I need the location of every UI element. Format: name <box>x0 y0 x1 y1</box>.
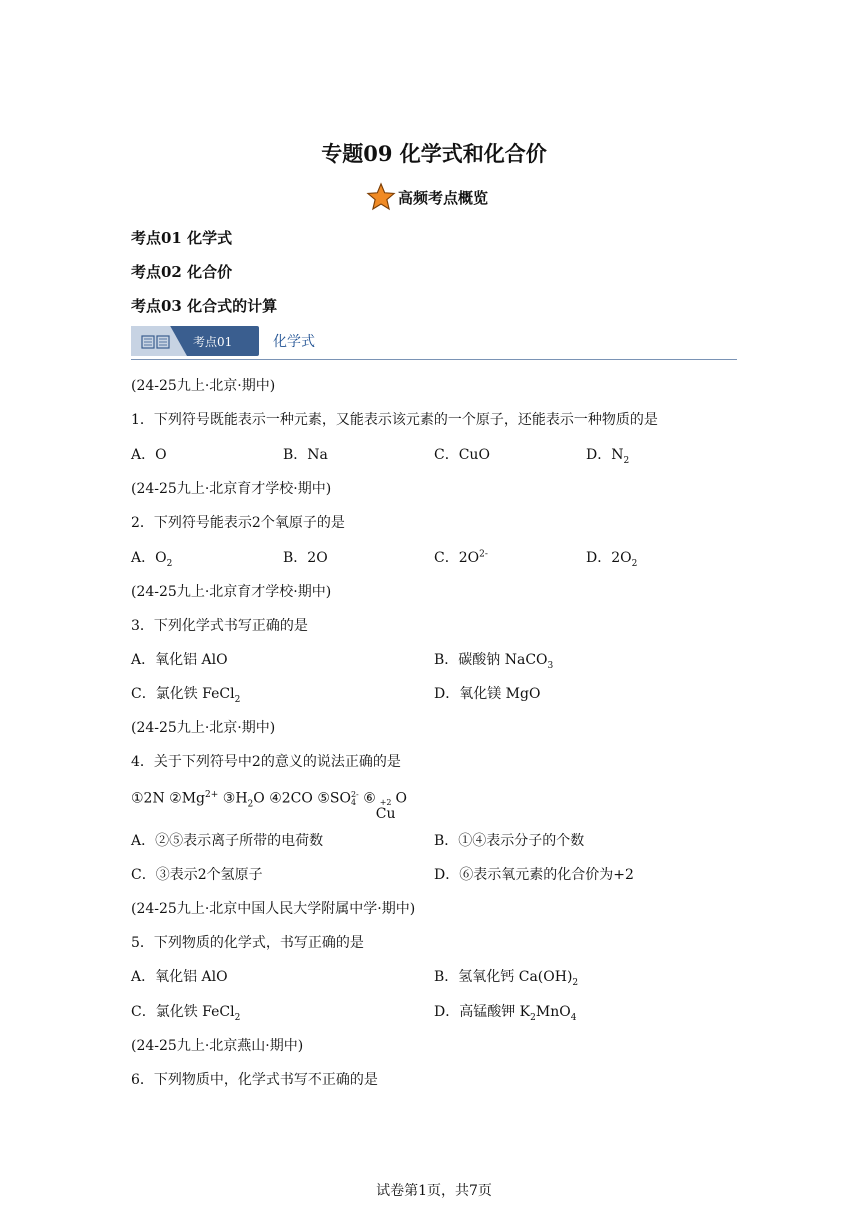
q2-option-c: C．$2O^{2-}$ <box>434 549 488 566</box>
q2-stem: 2．下列符号能表示2个氧原子的是 <box>131 515 345 531</box>
q2-source: (24-25九上·北京育才学校·期中) <box>131 481 332 497</box>
q4-stem: 4．关于下列符号中2的意义的说法正确的是 <box>131 754 401 770</box>
q3-option-b: B．碳酸钠 NaCO$_3$ <box>434 652 554 671</box>
q5-option-c: C．氯化铁 FeCl$_2$ <box>131 1004 241 1023</box>
banner-divider <box>131 359 737 360</box>
q1-stem: 1．下列符号既能表示一种元素，又能表示该元素的一个原子，还能表示一种物质的是 <box>131 412 658 428</box>
q2-option-b: B．2O <box>283 550 328 566</box>
q4-option-d: D．⑥表示氧元素的化合价为+2 <box>434 867 634 883</box>
banner-heading: 化学式 <box>273 334 315 350</box>
q6-source: (24-25九上·北京燕山·期中) <box>131 1038 304 1054</box>
q3-option-a: A．氧化铝 AlO <box>131 652 228 668</box>
q4-option-b: B．①④表示分子的个数 <box>434 833 585 849</box>
q2-option-a: A．$O_2$ <box>131 550 173 569</box>
q4-source: (24-25九上·北京·期中) <box>131 720 276 736</box>
star-icon <box>366 182 396 212</box>
banner-label: 考点01 <box>193 335 233 349</box>
q1-option-a: A．O <box>131 447 167 463</box>
q2-option-d: D．$2O_2$ <box>586 550 638 569</box>
key-point-1: 考点01 化学式 <box>131 229 233 247</box>
q1-option-b: B．Na <box>283 447 328 463</box>
q3-option-c: C．氯化铁 FeCl$_2$ <box>131 686 241 705</box>
key-point-3: 考点03 化合式的计算 <box>131 297 278 315</box>
q4-option-c: C．③表示2个氢原子 <box>131 867 263 883</box>
q5-option-a: A．氧化铝 AlO <box>131 969 228 985</box>
q5-source: (24-25九上·北京中国人民大学附属中学·期中) <box>131 901 416 917</box>
q3-source: (24-25九上·北京育才学校·期中) <box>131 584 332 600</box>
overview-label: 高频考点概览 <box>398 188 489 207</box>
key-point-2: 考点02 化合价 <box>131 263 233 281</box>
q1-option-c: C．CuO <box>434 447 490 463</box>
q1-option-d: D．$N_2$ <box>586 447 630 466</box>
q5-option-d: D．高锰酸钾 $K_2MnO_4$ <box>434 1004 577 1023</box>
q3-option-d: D．氧化镁 MgO <box>434 686 541 702</box>
q5-stem: 5．下列物质的化学式，书写正确的是 <box>131 935 364 951</box>
q4-symbols: ①2N $②Mg^{2+}$ $③H_2O$ ④2CO ⑤SO 2- 4 ⑥ +2 Cu O <box>131 789 407 822</box>
q6-stem: 6．下列物质中，化学式书写不正确的是 <box>131 1072 378 1088</box>
banner-label-box <box>131 326 259 356</box>
overview-heading <box>366 182 488 212</box>
q4-option-a: A．②⑤表示离子所带的电荷数 <box>131 833 324 849</box>
book-icon <box>141 335 171 349</box>
q1-source: (24-25九上·北京·期中) <box>131 378 276 394</box>
q5-option-b: B．氢氧化钙 $Ca(OH)_2$ <box>434 969 579 988</box>
page-title: 专题09 化学式和化合价 <box>321 141 547 166</box>
page-footer: 试卷第1页，共7页 <box>376 1183 492 1199</box>
q3-stem: 3．下列化学式书写正确的是 <box>131 618 308 634</box>
section-banner <box>131 326 737 360</box>
